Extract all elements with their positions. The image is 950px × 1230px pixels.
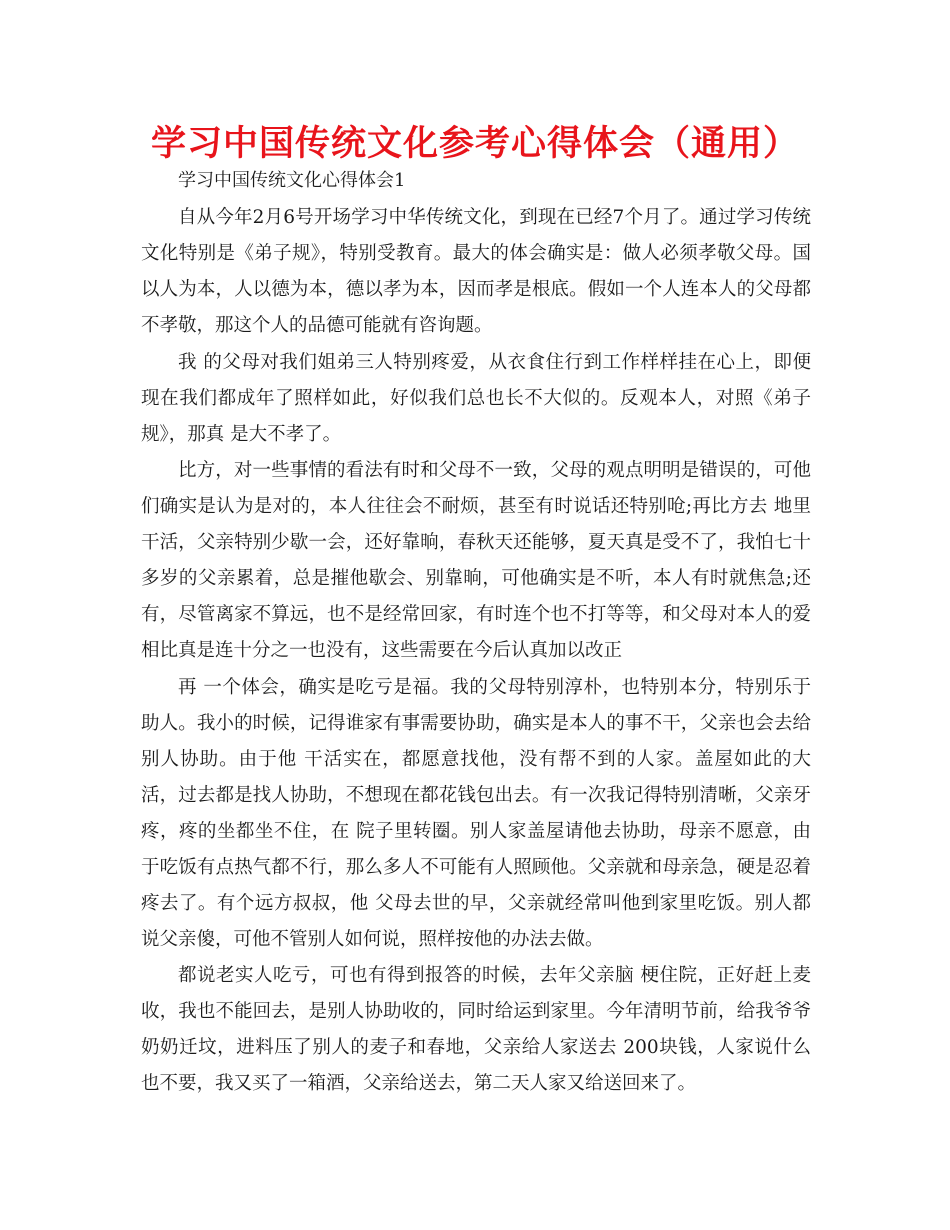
document-body — [141, 200, 811, 1103]
body-paragraph: 都说老实人吃亏，可也有得到报答的时候，去年父亲脑 梗住院，正好赶上麦收，我也不能回去，是别人协助收的，同时给运到家里。今年清明节前，给我爷爷奶奶迁坟，进料压了别人的麦子和春地，父亲给人家送去 200块钱，人家说什么也不要，我又买了一箱酒，父亲给送去，第二天人家又给送回来了。 — [141, 965, 811, 1095]
body-paragraph: 比方，对一些事情的看法有时和父母不一致，父母的观点明明是错误的，可他们确实是认为是对的，本人往往会不耐烦，甚至有时说话还特别呛;再比方去 地里干活，父亲特别少歇一会，还好靠晌，春秋天还能够，夏天真是受不了，我怕七十多岁的父亲累着，总是摧他歇会、别靠晌，可他确实是不听，本人有时就焦急;还有，尽管离家不算远，也不是经常回家，有时连个也不打等等，和父母对本人的爱相比真是连十分之一也没有，这些需要在今后认真加以改正 — [141, 460, 811, 662]
document-title: 学习中国传统文化参考心得体会（通用） — [150, 124, 799, 164]
body-paragraph: 再 一个体会，确实是吃亏是福。我的父母特别淳朴，也特别本分，特别乐于助人。我小的时候，记得谁家有事需要协助，确实是本人的事不干，父亲也会去给别人协助。由于他 干活实在，都愿意找他，没有帮不到的人家。盖屋如此的大活，过去都是找人协助，不想现在都花钱包出去。有一次我记得特别清晰，父亲牙疼，疼的坐都坐不住，在 院子里转圈。别人家盖屋请他去协助，母亲不愿意，由于吃饭有点热气都不行，那么多人不可能有人照顾他。父亲就和母亲急，硬是忍着疼去了。有个远方叔叔，他 父母去世的早，父亲就经常叫他到家里吃饭。别人都说父亲傻，可他不管别人如何说，照样按他的办法去做。 — [141, 676, 811, 950]
document-subtitle: 学习中国传统文化心得体会1 — [178, 170, 406, 191]
body-paragraph: 自从今年2月6号开场学习中华传统文化，到现在已经7个月了。通过学习传统文化特别是《弟子规》，特别受教育。最大的体会确实是：做人必须孝敬父母。国以人为本，人以德为本，德以孝为本，因而孝是根底。假如一个人连本人的父母都不孝敬，那这个人的品德可能就有咨询题。 — [141, 207, 811, 336]
body-paragraph: 我 的父母对我们姐弟三人特别疼爱，从衣食住行到工作样样挂在心上，即便现在我们都成年了照样如此，好似我们总也长不大似的。反观本人，对照《弟子规》，那真 是大不孝了。 — [141, 351, 811, 445]
